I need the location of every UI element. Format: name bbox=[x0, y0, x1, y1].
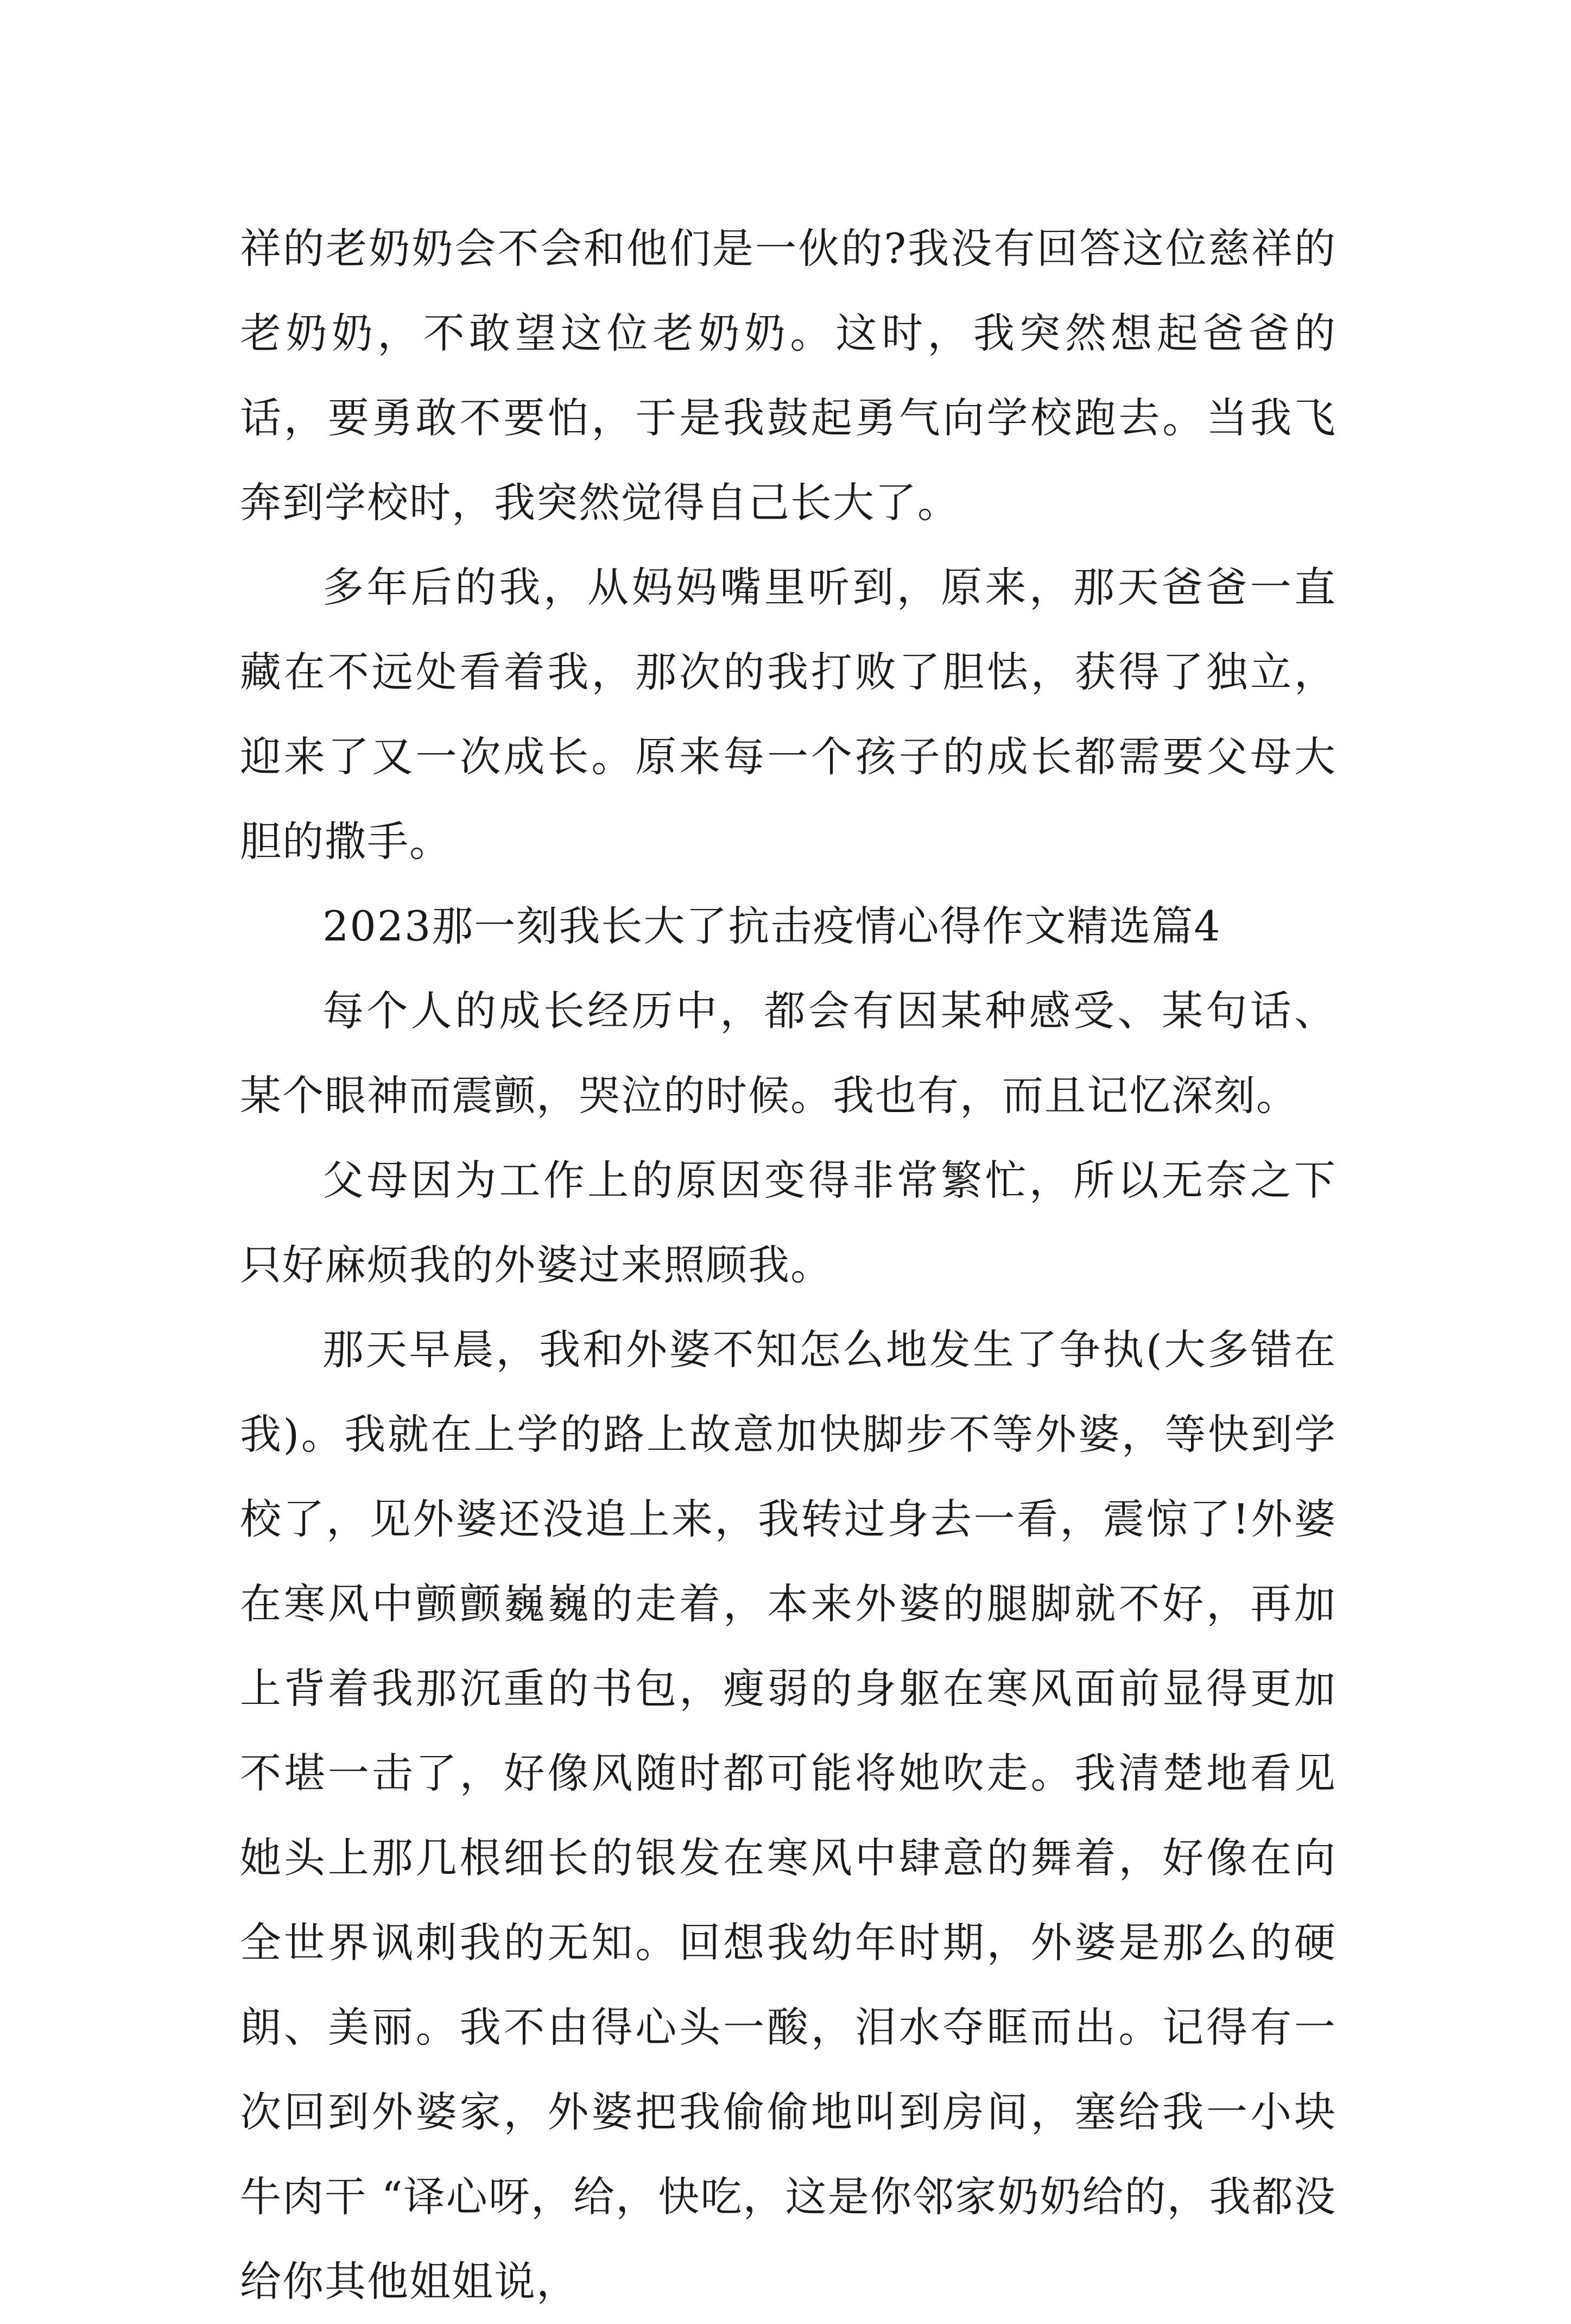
document-body bbox=[240, 206, 1336, 2324]
paragraph: 祥的老奶奶会不会和他们是一伙的?我没有回答这位慈祥的老奶奶，不敢望这位老奶奶。这时，我突然想起爸爸的话，要勇敢不要怕，于是我鼓起勇气向学校跑去。当我飞奔到学校时，我突然觉得自己长大了。 bbox=[240, 224, 1336, 527]
paragraph: 那天早晨，我和外婆不知怎么地发生了争执(大多错在我)。我就在上学的路上故意加快脚步不等外婆，等快到学校了，见外婆还没追上来，我转过身去一看，震惊了!外婆在寒风中颤颤巍巍的走着，本来外婆的腿脚就不好，再加上背着我那沉重的书包，瘦弱的身躯在寒风面前显得更加不堪一击了，好像风随时都可能将她吹走。我清楚地看见她头上那几根细长的银发在寒风中肆意的舞着，好像在向全世界讽刺我的无知。回想我幼年时期，外婆是那么的硬朗、美丽。我不由得心头一酸，泪水夺眶而出。记得有一次回到外婆家，外婆把我偷偷地叫到房间，塞给我一小块牛肉干 “译心呀，给，快吃，这是你邻家奶奶给的，我都没给你其他姐姐说， bbox=[240, 1325, 1336, 2306]
paragraph: 每个人的成长经历中，都会有因某种感受、某句话、某个眼神而震颤，哭泣的时候。我也有，而且记忆深刻。 bbox=[240, 987, 1336, 1120]
paragraph: 多年后的我，从妈妈嘴里听到，原来，那天爸爸一直藏在不远处看着我，那次的我打败了胆怯，获得了独立，迎来了又一次成长。原来每一个孩子的成长都需要父母大胆的撒手。 bbox=[240, 563, 1336, 866]
paragraph: 父母因为工作上的原因变得非常繁忙，所以无奈之下只好麻烦我的外婆过来照顾我。 bbox=[240, 1156, 1336, 1289]
section-heading: 2023那一刻我长大了抗击疫情心得作文精选篇4 bbox=[322, 902, 1221, 950]
